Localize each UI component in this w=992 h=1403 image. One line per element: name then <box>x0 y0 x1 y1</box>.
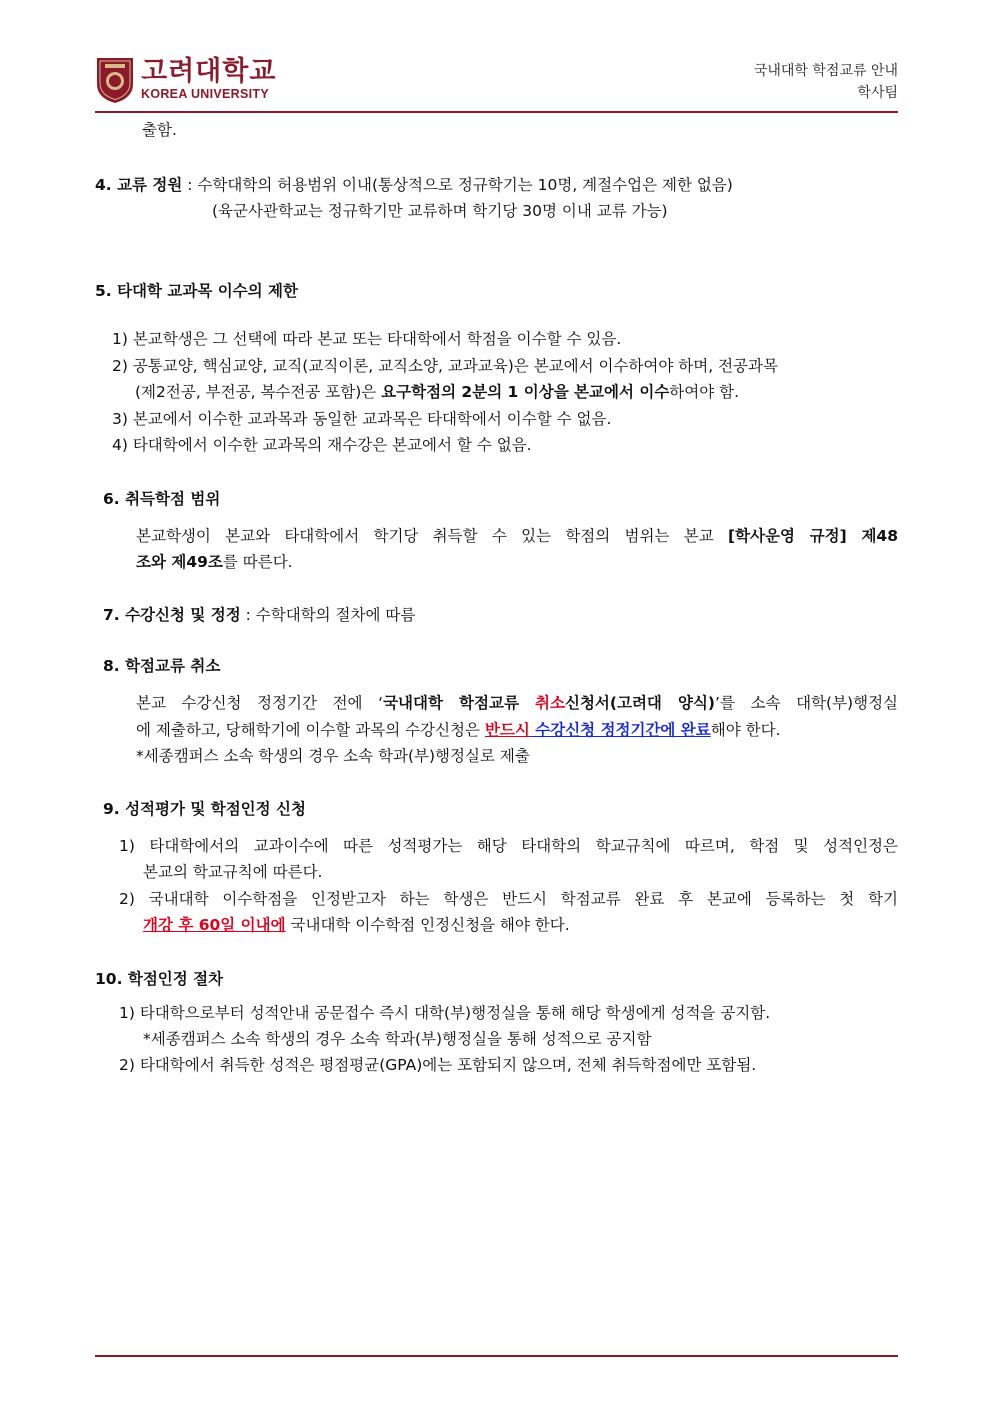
section-5-heading: 5. 타대학 교과목 이수의 제한 <box>95 282 298 300</box>
section-9-item-2-cont <box>143 914 570 936</box>
emphasis-span: 조와 제49조 <box>136 553 223 571</box>
section-5-item-4: 4) 타대학에서 이수한 교과목의 재수강은 본교에서 할 수 없음. <box>112 436 532 454</box>
blue-emphasis-span: 수강신청 정정기간에 완료 <box>529 721 711 739</box>
section-10-item-1-note: *세종캠퍼스 소속 학생의 경우 소속 학과(부)행정실을 통해 성적으로 공지함 <box>143 1030 652 1048</box>
section-7 <box>103 604 415 626</box>
red-emphasis-span: 반드시 <box>484 721 530 739</box>
section-9-heading: 9. 성적평가 및 학점인정 신청 <box>103 800 306 818</box>
text-span: 본교 수강신청 정정기간 전에 ‘ <box>136 694 384 712</box>
text-span: 에 제출하고, 당해학기에 이수할 과목의 수강신청은 <box>136 721 485 739</box>
section-5-item-2: 2) 공통교양, 핵심교양, 교직(교직이론, 교직소양, 교과교육)은 본교에서 이수하여야 하며, 전공과목 <box>112 357 778 375</box>
section-5-item-2-cont <box>135 381 739 403</box>
section-6-line-1 <box>136 525 898 547</box>
header-divider <box>95 111 898 113</box>
section-5-item-1: 1) 본교학생은 그 선택에 따라 본교 또는 타대학에서 학점을 이수할 수 있음. <box>112 330 622 348</box>
text-span: (제2전공, 부전공, 복수전공 포함)은 <box>135 383 382 401</box>
section-6-line-2 <box>136 551 293 573</box>
emphasis-span: 요구학점의 2분의 1 이상을 본교에서 이수 <box>381 383 670 401</box>
red-emphasis-span: 개강 후 60일 이내에 <box>143 916 286 934</box>
emphasis-span: 국내대학 학점교류 <box>383 694 536 712</box>
text-span: 본교학생이 본교와 타대학에서 학기당 취득할 수 있는 학점의 범위는 본교 <box>136 527 728 545</box>
section-7-text: : 수학대학의 절차에 따름 <box>240 606 416 624</box>
section-8-note: *세종캠퍼스 소속 학생의 경우 소속 학과(부)행정실로 제출 <box>136 747 530 765</box>
emphasis-span: 신청서(고려대 양식) <box>564 694 716 712</box>
emphasis-span: [학사운영 규정] 제48 <box>727 527 898 545</box>
section-8-heading: 8. 학점교류 취소 <box>103 657 221 675</box>
continued-text: 출함. <box>142 121 177 139</box>
section-4 <box>95 174 733 196</box>
section-8-line-2 <box>136 719 781 741</box>
section-5-item-3: 3) 본교에서 이수한 교과목과 동일한 교과목은 타대학에서 이수할 수 없음. <box>112 410 612 428</box>
section-4-note: (육군사관학교는 정규학기만 교류하며 학기당 30명 이내 교류 가능) <box>212 202 668 220</box>
text-span: 국내대학 이수학점 인정신청을 해야 한다. <box>285 916 570 934</box>
section-8-line-1 <box>136 692 898 714</box>
section-9-item-1-cont: 본교의 학교규칙에 따른다. <box>143 863 323 881</box>
section-10-heading: 10. 학점인정 절차 <box>95 970 224 988</box>
text-span: ’를 소속 대학(부)행정실 <box>715 694 899 712</box>
text-span: 하여야 함. <box>669 383 740 401</box>
logo-korean-name: 고려대학교 <box>141 56 277 87</box>
logo-english-name: KOREA UNIVERSITY <box>141 87 269 101</box>
section-7-heading: 7. 수강신청 및 정정 <box>103 606 241 624</box>
page-header <box>95 56 898 112</box>
section-9-item-2: 2) 국내대학 이수학점을 인정받고자 하는 학생은 반드시 학점교류 완료 후 본교에 등록하는 첫 학기 <box>119 890 898 908</box>
team-name: 학사팀 <box>857 85 898 101</box>
text-span: 를 따른다. <box>222 553 293 571</box>
section-4-text: : 수학대학의 허용범위 이내(통상적으로 정규학기는 10명, 계절수업은 제한 없음) <box>182 176 733 194</box>
university-logo <box>95 56 276 104</box>
document-title: 국내대학 학점교류 안내 <box>753 63 898 79</box>
section-6-heading: 6. 취득학점 범위 <box>103 490 221 508</box>
red-emphasis-span: 취소 <box>535 694 565 712</box>
text-span: 해야 한다. <box>710 721 781 739</box>
section-9-item-1: 1) 타대학에서의 교과이수에 따른 성적평가는 해당 타대학의 학교규칙에 따르며, 학점 및 성적인정은 <box>119 837 898 855</box>
footer-divider <box>95 1355 898 1357</box>
section-10-item-1: 1) 타대학으로부터 성적안내 공문접수 즉시 대학(부)행정실을 통해 해당 학생에게 성적을 공지함. <box>119 1004 771 1022</box>
crest-icon <box>95 56 135 104</box>
section-4-heading: 4. 교류 정원 <box>95 176 183 194</box>
section-10-item-2: 2) 타대학에서 취득한 성적은 평점평균(GPA)에는 포함되지 않으며, 전체 취득학점에만 포함됨. <box>119 1056 757 1074</box>
